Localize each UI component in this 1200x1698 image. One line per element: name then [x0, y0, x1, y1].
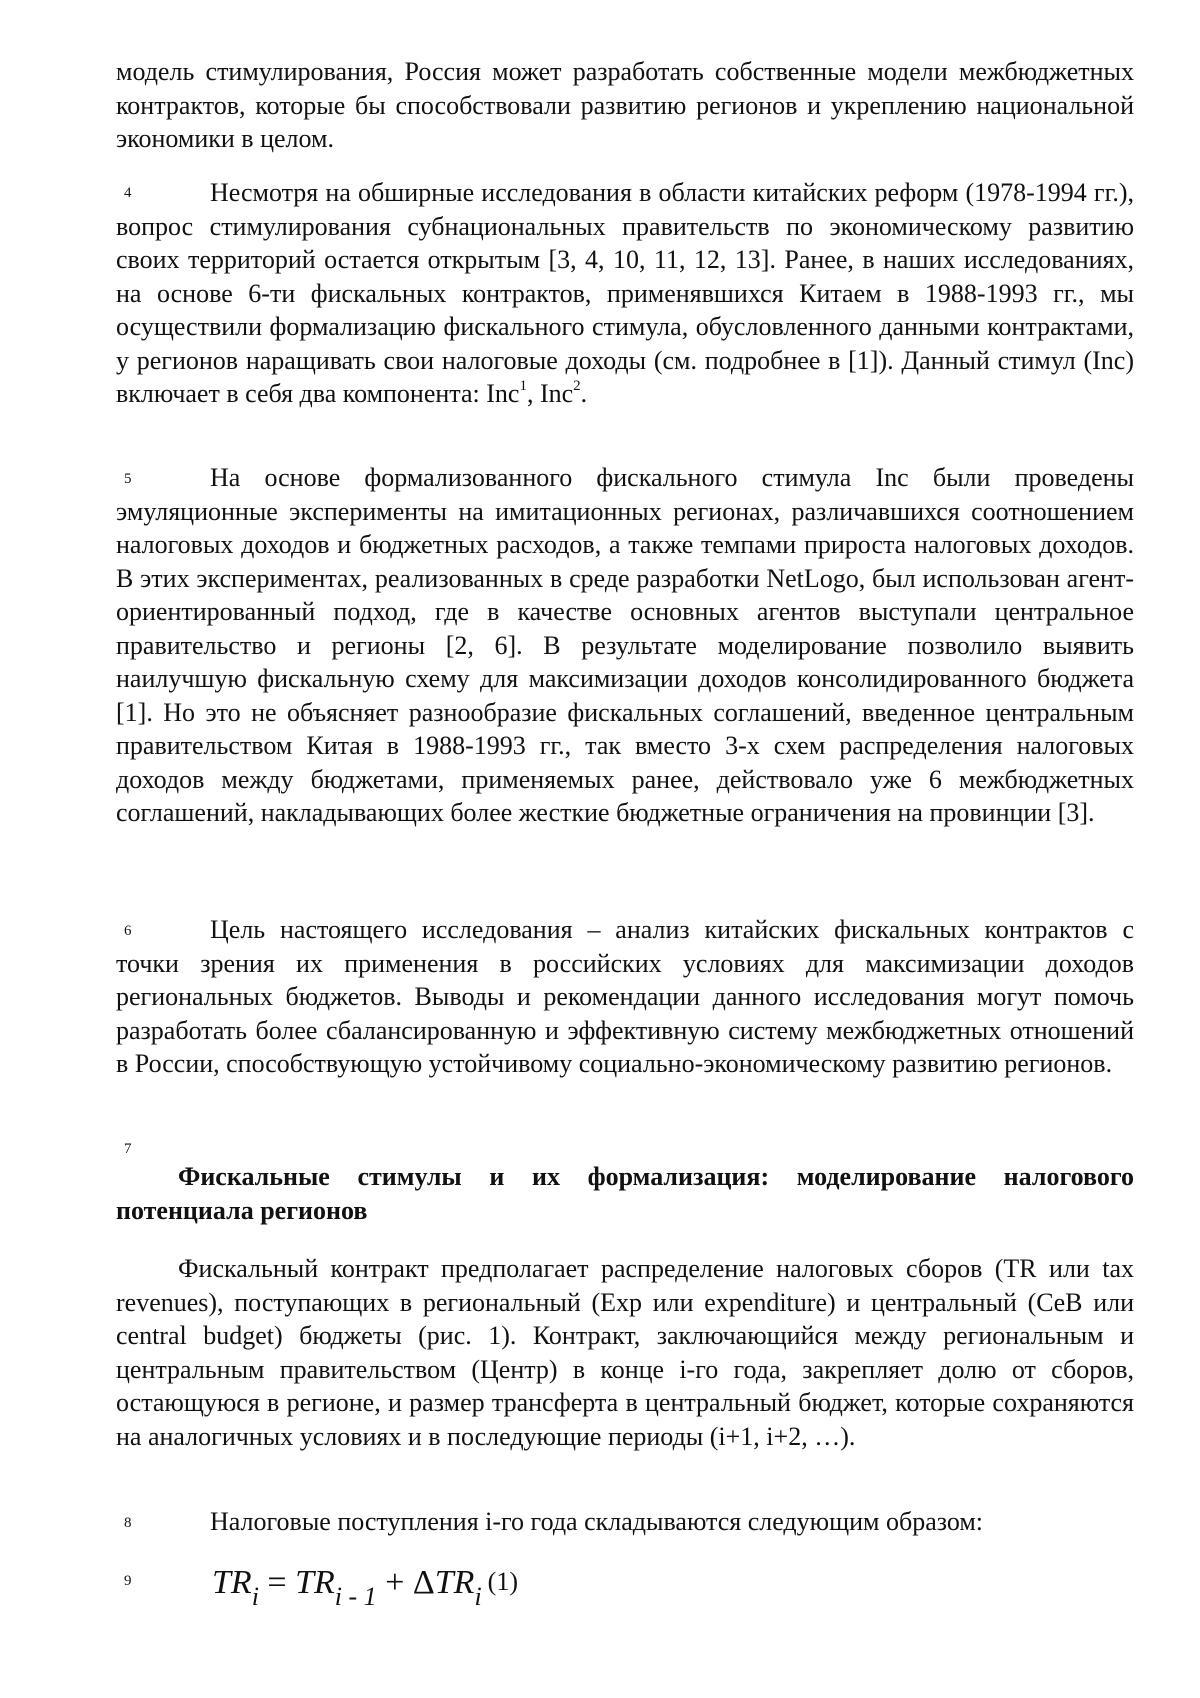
formula-rhs1-sub: i - 1: [335, 1582, 377, 1611]
paragraph-number-9: 9: [124, 1574, 132, 1589]
paragraph-number-5: 5: [124, 472, 132, 487]
paragraph-continuation: модель стимулирования, Россия может разработать собственные модели межбюджетных контрактов, которые бы способствовали развитию регионов и укреплению национальной экономики в целом.: [116, 55, 1134, 156]
formula-equation-number: (1): [488, 1567, 518, 1596]
formula-lhs-var: TR: [212, 1564, 252, 1601]
inc-separator: ,: [527, 379, 540, 408]
paragraph-6: Цель настоящего исследования – анализ китайских фискальных контрактов с точки зрения их применения в российских условиях для максимизации доходов региональных бюджетов. Выводы и рекомендации данного исследования могут помочь разработать более сбалансированную и эффективную систему межбюджетных отношений в России, способствующую устойчивому социально-экономическому развитию регионов.: [116, 913, 1134, 1081]
formula-rhs2-sub: i: [474, 1582, 481, 1611]
paragraph-number-4: 4: [124, 186, 132, 201]
paragraph-5: На основе формализованного фискального стимула Inc были проведены эмуляционные эксперименты на имитационных регионах, различавшихся соотношением налоговых доходов и бюджетных расходов, а также темпами прироста налоговых доходов. В этих экспериментах, реализованных в среде разработки NetLogo, был использован агент-ориентированный подход, где в качестве основных агентов выступали центральное правительство и регионы [2, 6]. В результате моделирование позволило выявить наилучшую фискальную схему для максимизации доходов консолидированного бюджета [1]. Но это не объясняет разнообразие фискальных соглашений, введенное центральным правительством Китая в 1988-1993 гг., так вместо 3-х схем распределения налоговых доходов между бюджетами, применяемых ранее, действовало уже 6 межбюджетных соглашений, накладывающих более жесткие бюджетные ограничения на провинции [3].: [116, 461, 1134, 830]
formula-rhs1-var: TR: [295, 1564, 335, 1601]
formula-1: [212, 1563, 518, 1605]
paragraph-number-8: 8: [124, 1516, 132, 1531]
paragraph-8: Налоговые поступления i-го года складываются следующим образом:: [116, 1505, 1134, 1539]
paragraph-number-7: 7: [124, 1142, 132, 1157]
formula-rhs2-var: TR: [435, 1564, 475, 1601]
paragraph-4: [116, 176, 1134, 411]
paragraph-7: Фискальный контракт предполагает распределение налоговых сборов (TR или tax revenues), поступающих в региональный (Exp или expenditure) и центральный (CeB или central budget) бюджеты (рис. 1). Контракт, заключающийся между региональным и центральным правительством (Центр) в конце i-го года, закрепляет долю от сборов, остающуюся в регионе, и размер трансферта в центральный бюджет, которые сохраняются на аналогичных условиях и в последующие периоды (i+1, i+2, …).: [116, 1252, 1134, 1453]
formula-lhs-sub: i: [252, 1582, 259, 1611]
formula-delta: Δ: [413, 1564, 435, 1601]
document-page: [0, 0, 1200, 1698]
section-heading: Фискальные стимулы и их формализация: моделирование налогового потенциала регионов: [116, 1160, 1134, 1227]
inc-2-superscript: 2: [573, 378, 581, 394]
formula-plus: +: [377, 1564, 413, 1601]
paragraph-number-6: 6: [124, 924, 132, 939]
inc-1-label: Inc: [486, 379, 519, 408]
formula-equals: =: [259, 1564, 295, 1601]
paragraph-4-text: Несмотря на обширные исследования в области китайских реформ (1978-1994 гг.), вопрос стимулирования субнациональных правительств по экономическому развитию своих территорий остается открытым [3, 4, 10, 11, 12, 13]. Ранее, в наших исследованиях, на основе 6-ти фискальных контрактов, применявшихся Китаем в 1988-1993 гг., мы осуществили формализацию фискального стимула, обусловленного данными контрактами, у регионов наращивать свои налоговые доходы (см. подробнее в [1]). Данный стимул (Inc) включает в себя два компонента:: [116, 178, 1134, 408]
inc-1-superscript: 1: [519, 378, 527, 394]
inc-2-label: Inc: [540, 379, 573, 408]
paragraph-4-end: .: [581, 379, 588, 408]
